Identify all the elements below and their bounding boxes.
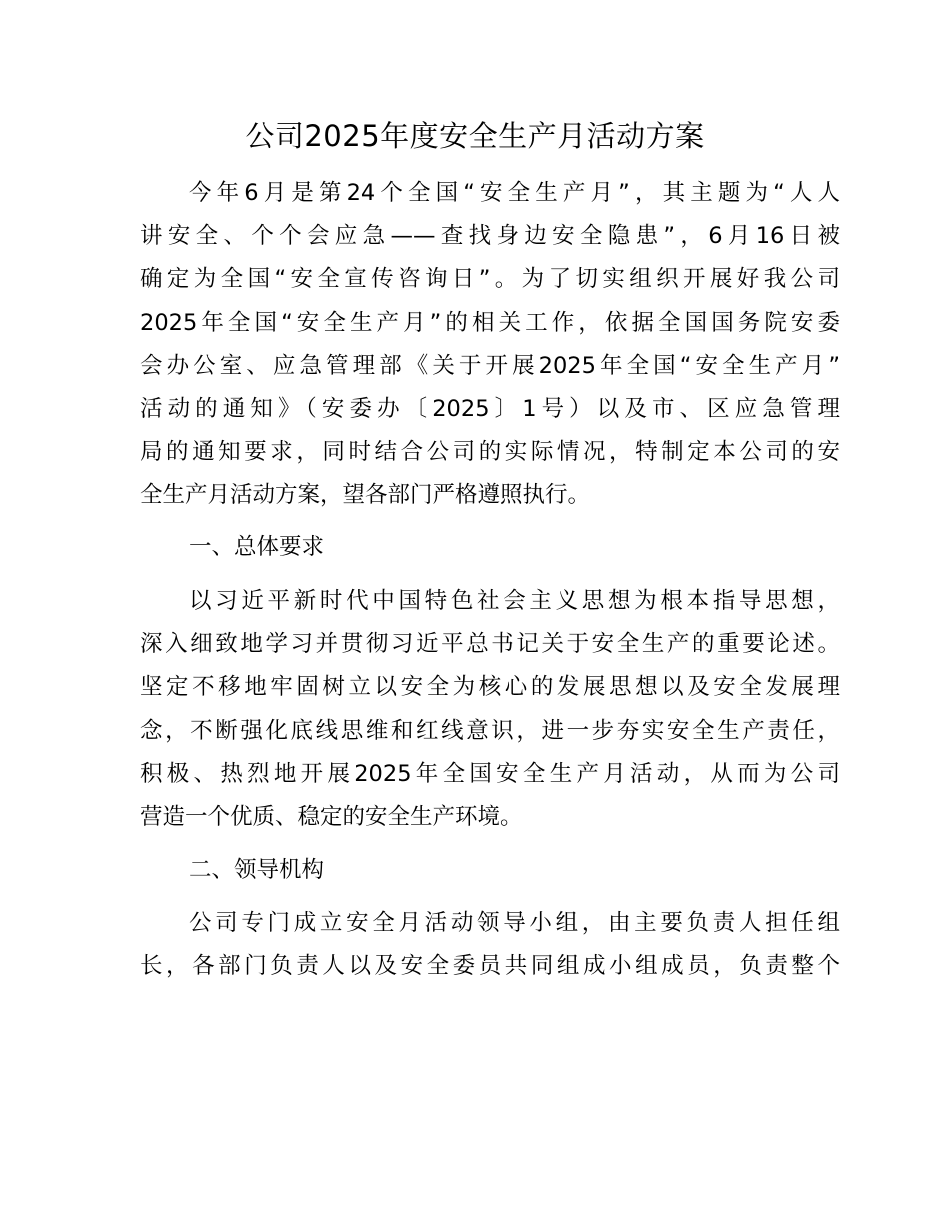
intro-paragraph: [140, 172, 840, 518]
paragraph-line: 今年6月是第24个全国“安全生产月”，其主题为“人人: [189, 180, 840, 206]
paragraph-line: 确定为全国“安全宣传咨询日”。为了切实组织开展好我公司: [140, 266, 840, 293]
paragraph-line: 2025年全国“安全生产月”的相关工作，依据全国国务院安委: [140, 309, 840, 336]
paragraph-line: 以习近平新时代中国特色社会主义思想为根本指导思想，: [189, 588, 840, 614]
general-requirements-paragraph: [140, 580, 840, 839]
leadership-paragraph: [140, 902, 840, 988]
paragraph-line: 坚定不移地牢固树立以安全为核心的发展思想以及安全发展理: [140, 674, 840, 701]
paragraph-line: 讲安全、个个会应急——查找身边安全隐患”，6月16日被: [140, 223, 840, 250]
paragraph-line: 念，不断强化底线思维和红线意识，进一步夯实安全生产责任，: [140, 717, 840, 744]
paragraph-line: 公司专门成立安全月活动领导小组，由主要负责人担任组: [189, 910, 840, 936]
paragraph-line: 全生产月活动方案，望各部门严格遵照执行。: [140, 482, 591, 509]
paragraph-line: 积极、热烈地开展2025年全国安全生产月活动，从而为公司: [140, 760, 840, 787]
paragraph-line: 局的通知要求，同时结合公司的实际情况，特制定本公司的安: [140, 439, 840, 466]
section-heading-general-requirements: 一、总体要求: [189, 534, 325, 560]
paragraph-line: 深入细致地学习并贯彻习近平总书记关于安全生产的重要论述。: [140, 631, 840, 658]
paragraph-line: 营造一个优质、稳定的安全生产环境。: [140, 803, 523, 830]
paragraph-line: 会办公室、应急管理部《关于开展2025年全国“安全生产月”: [140, 352, 840, 379]
paragraph-line: 长，各部门负责人以及安全委员共同组成小组成员，负责整个: [140, 953, 840, 980]
document-title: 公司2025年度安全生产月活动方案: [245, 119, 705, 153]
section-heading-leadership: 二、领导机构: [189, 857, 325, 883]
paragraph-line: 活动的通知》（安委办〔2025〕1号）以及市、区应急管理: [140, 395, 840, 422]
